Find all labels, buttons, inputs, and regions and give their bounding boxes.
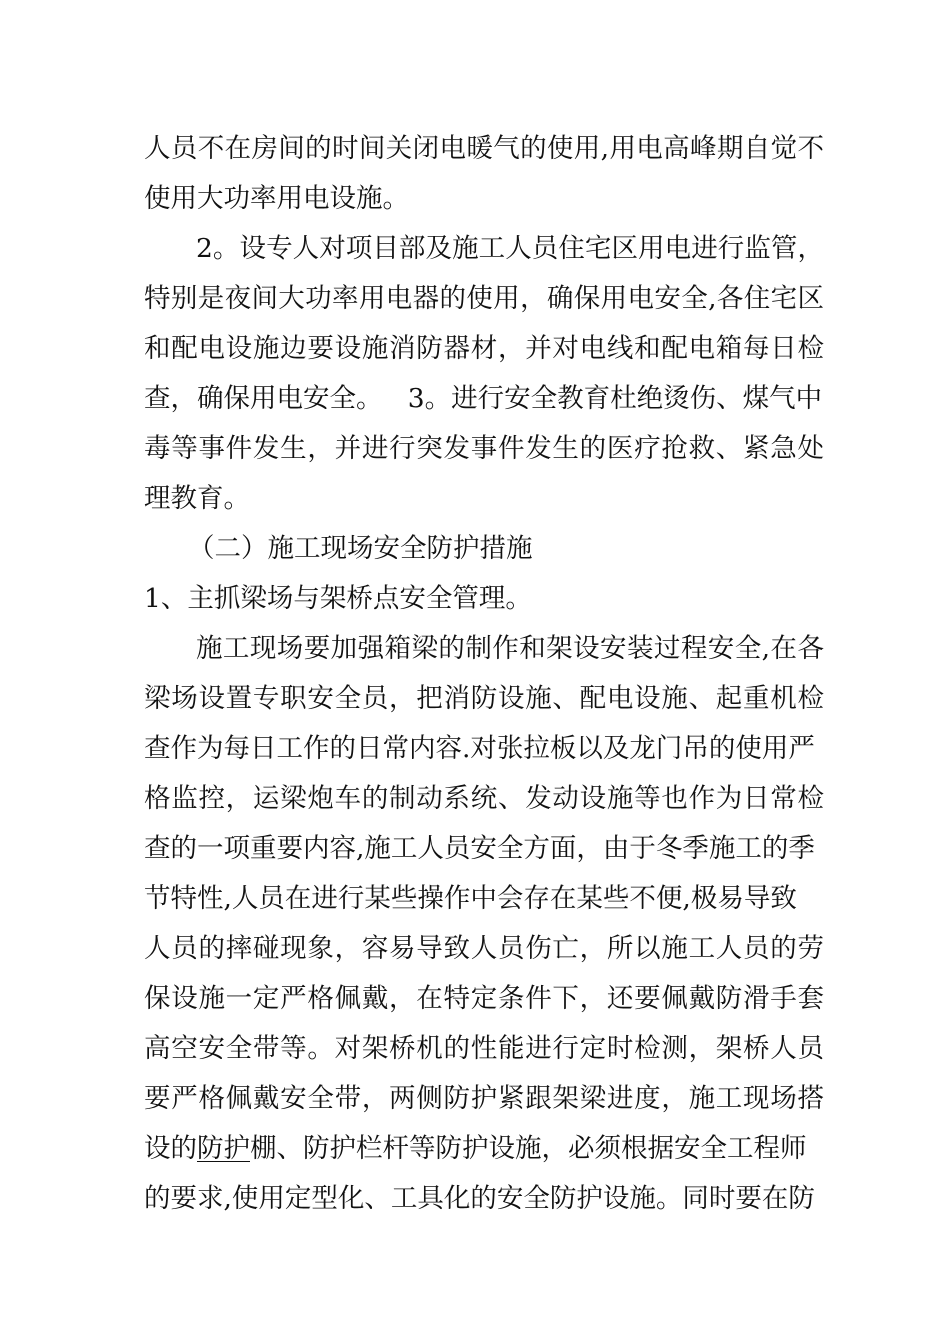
text-line-13: 查作为每日工作的日常内容.对张拉板以及龙门吊的使用严 [144, 733, 815, 764]
text-line-6: 查，确保用电安全。 3。进行安全教育杜绝烫伤、煤气中 [144, 383, 823, 414]
text-line-12: 梁场设置专职安全员，把消防设施、配电设施、起重机检 [144, 683, 824, 714]
text-segment: 棚、防护栏杆等防护设施，必须根据安全工程师 [250, 1133, 807, 1164]
text-line-2: 使用大功率用电设施。 [144, 183, 409, 214]
text-line-11: 施工现场要加强箱梁的制作和架设安装过程安全,在各 [196, 633, 824, 664]
text-line-16: 节特性,人员在进行某些操作中会存在某些不便,极易导致 [144, 883, 797, 914]
text-line-19: 高空安全带等。对架桥机的性能进行定时检测，架桥人员 [144, 1033, 824, 1064]
underlined-text: 防护 [197, 1133, 250, 1164]
text-line-14: 格监控，运梁炮车的制动系统、发动设施等也作为日常检 [144, 783, 824, 814]
text-line-15: 查的一项重要内容,施工人员安全方面，由于冬季施工的季 [144, 833, 815, 864]
text-line-8: 理教育。 [144, 483, 250, 514]
text-line-21 [144, 1132, 824, 1166]
text-line-7: 毒等事件发生，并进行突发事件发生的医疗抢救、紧急处 [144, 433, 824, 464]
text-line-4: 特别是夜间大功率用电器的使用，确保用电安全,各住宅区 [144, 283, 824, 314]
section-heading: （二）施工现场安全防护措施 [188, 533, 533, 564]
text-line-18: 保设施一定严格佩戴，在特定条件下，还要佩戴防滑手套 [144, 983, 824, 1014]
text-line-17: 人员的摔碰现象，容易导致人员伤亡，所以施工人员的劳 [144, 933, 824, 964]
text-line-22: 的要求,使用定型化、工具化的安全防护设施。同时要在防 [144, 1183, 815, 1214]
subsection-heading: 1、主抓梁场与架桥点安全管理。 [144, 583, 532, 614]
text-line-1: 人员不在房间的时间关闭电暖气的使用,用电高峰期自觉不 [144, 133, 824, 164]
text-line-20: 要严格佩戴安全带，两侧防护紧跟架梁进度，施工现场搭 [144, 1083, 824, 1114]
text-line-5: 和配电设施边要设施消防器材，并对电线和配电箱每日检 [144, 333, 824, 364]
text-segment: 设的 [144, 1133, 197, 1164]
text-line-3: 2。设专人对项目部及施工人员住宅区用电进行监管， [196, 233, 824, 264]
